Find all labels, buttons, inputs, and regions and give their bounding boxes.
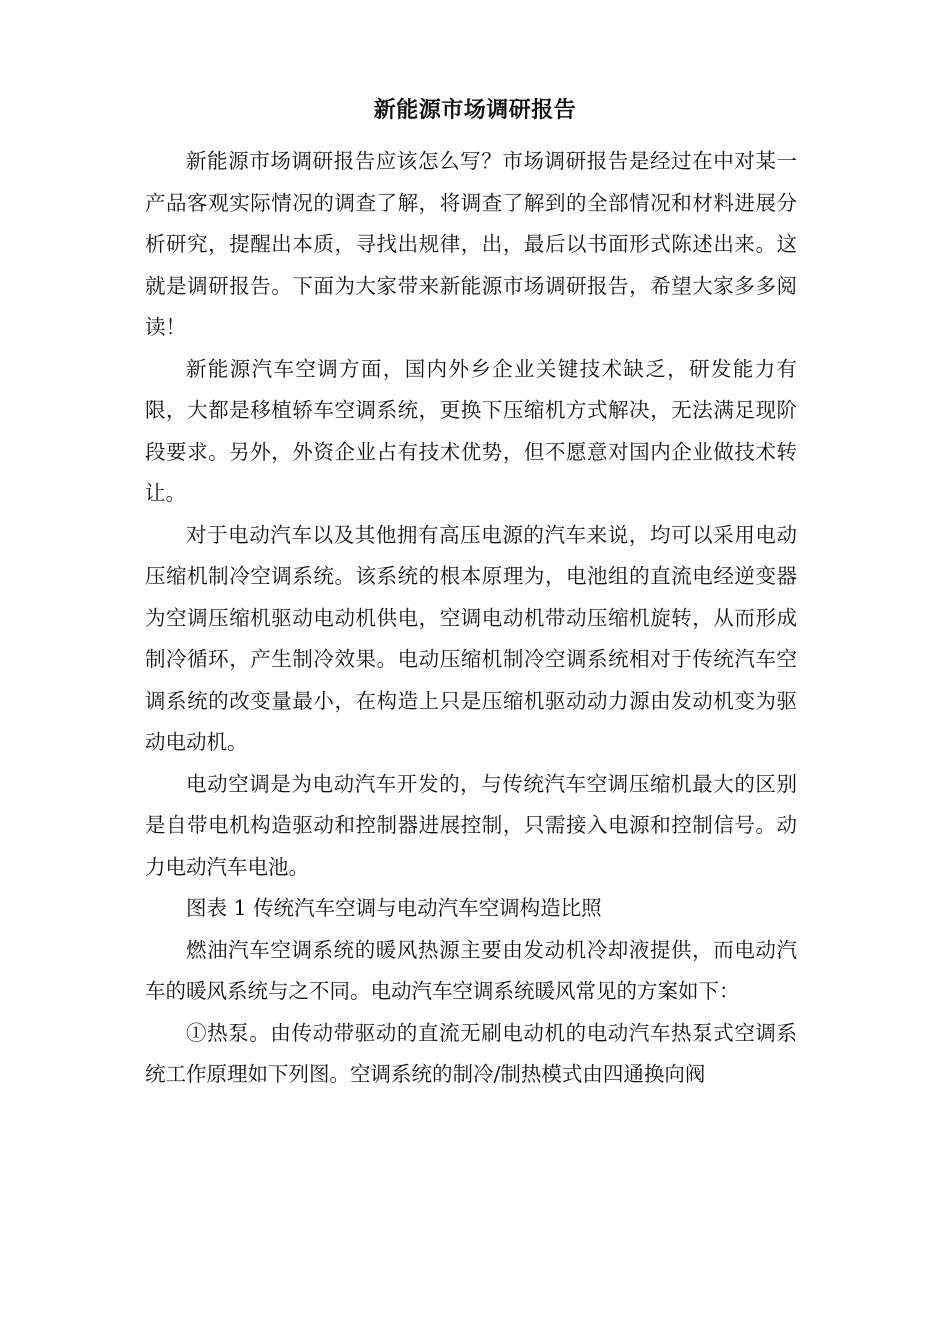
document-body	[145, 141, 797, 1096]
paragraph-electric-compressor: 对于电动汽车以及其他拥有高压电源的汽车来说，均可以采用电动压缩机制冷空调系统。该系统的根本原理为，电池组的直流电经逆变器为空调压缩机驱动电动机供电，空调电动机带动压缩机旋转，从而形成制冷循环，产生制冷效果。电动压缩机制冷空调系统相对于传统汽车空调系统的改变量最小，在构造上只是压缩机驱动动力源由发动机变为驱动电动机。	[145, 522, 797, 754]
paragraph-heat-pump: ①热泵。由传动带驱动的直流无刷电动机的电动汽车热泵式空调系统工作原理如下列图。空调系统的制冷/制热模式由四通换向阀	[145, 1020, 797, 1086]
paragraph-electric-ac: 电动空调是为电动汽车开发的，与传统汽车空调压缩机最大的区别是自带电机构造驱动和控制器进展控制，只需接入电源和控制信号。动力电动汽车电池。	[145, 771, 797, 879]
figure-caption: 图表 1 传统汽车空调与电动汽车空调构造比照	[186, 896, 602, 920]
paragraph-ac-overview: 新能源汽车空调方面，国内外乡企业关键技术缺乏，研发能力有限，大都是移植轿车空调系统，更换下压缩机方式解决，无法满足现阶段要求。另外，外资企业占有技术优势，但不愿意对国内企业做技术转让。	[145, 356, 797, 505]
paragraph-heating: 燃油汽车空调系统的暖风热源主要由发动机冷却液提供，而电动汽车的暖风系统与之不同。电动汽车空调系统暖风常见的方案如下：	[145, 937, 797, 1003]
document-title: 新能源市场调研报告	[373, 97, 577, 123]
paragraph-intro: 新能源市场调研报告应该怎么写？市场调研报告是经过在中对某一产品客观实际情况的调查了解，将调查了解到的全部情况和材料进展分析研究，提醒出本质，寻找出规律，出，最后以书面形式陈述出来。这就是调研报告。下面为大家带来新能源市场调研报告，希望大家多多阅读！	[145, 149, 797, 339]
